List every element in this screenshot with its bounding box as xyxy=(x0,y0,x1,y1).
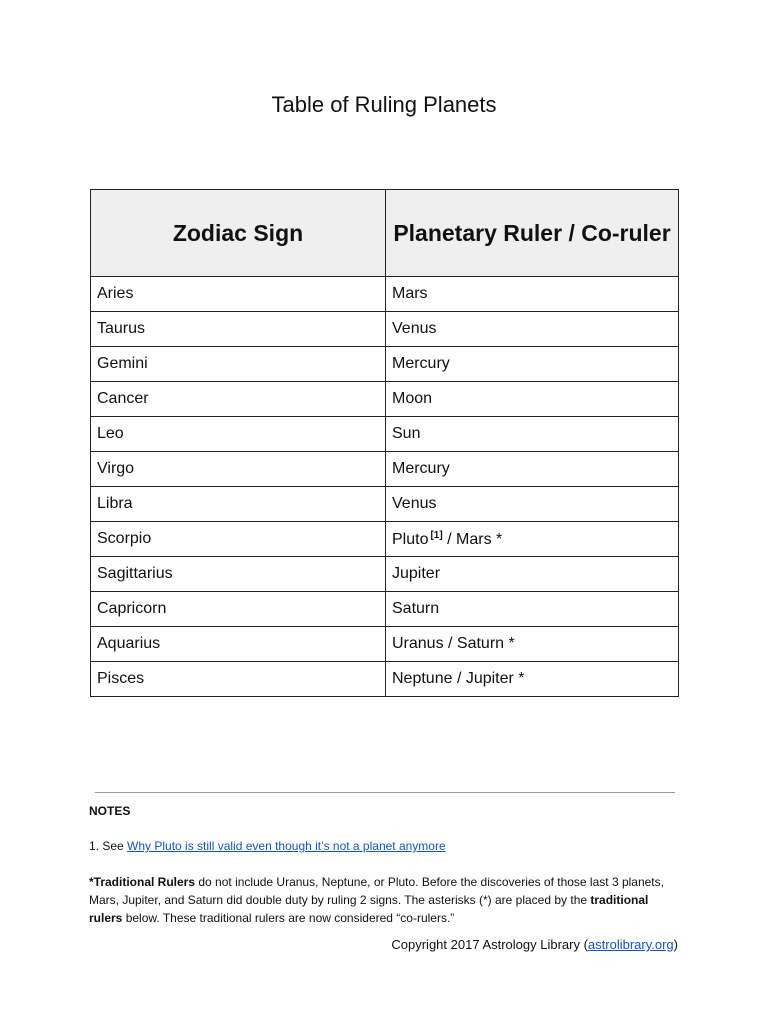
planetary-ruler-cell: Mercury xyxy=(386,347,679,382)
footnote-reference: [1] xyxy=(430,529,443,541)
traditional-rulers-note xyxy=(89,873,679,927)
planetary-ruler-cell: Jupiter xyxy=(386,557,679,592)
astrolibrary-link[interactable]: astrolibrary.org xyxy=(587,937,674,952)
table-row xyxy=(91,557,679,592)
zodiac-sign-cell: Virgo xyxy=(91,452,386,487)
planetary-ruler-cell: Neptune / Jupiter * xyxy=(386,662,679,697)
ruler-name: Pluto xyxy=(392,530,429,548)
emphasis-text: traditional rulers xyxy=(89,893,649,925)
co-ruler-name: / Mars * xyxy=(442,530,503,548)
zodiac-sign-cell: Aquarius xyxy=(91,627,386,662)
table-header-row xyxy=(91,190,679,277)
zodiac-sign-cell: Taurus xyxy=(91,312,386,347)
note-1 xyxy=(89,839,446,853)
copyright-line xyxy=(0,937,678,952)
table-row xyxy=(91,662,679,697)
planetary-ruler-cell: Mars xyxy=(386,277,679,312)
column-header-zodiac-sign: Zodiac Sign xyxy=(91,190,386,277)
table-row xyxy=(91,312,679,347)
emphasis-text: *Traditional Rulers xyxy=(89,875,196,889)
table-row xyxy=(91,487,679,522)
page-title: Table of Ruling Planets xyxy=(271,92,497,117)
note-text: below. These traditional rulers are now considered “co-rulers.” xyxy=(122,911,455,925)
planetary-ruler-cell xyxy=(386,522,679,557)
table-row xyxy=(91,592,679,627)
zodiac-sign-cell: Aries xyxy=(91,277,386,312)
table-row xyxy=(91,452,679,487)
planetary-ruler-cell: Venus xyxy=(386,312,679,347)
note-text: do not include Uranus, Neptune, or Pluto. Before the discoveries of those last 3 planets, Mars, Jupiter, and Saturn did double duty by ruling 2 signs. The asterisks (*) are placed by the xyxy=(89,875,664,907)
column-header-planetary-ruler: Planetary Ruler / Co-ruler xyxy=(386,190,679,277)
note-1-prefix: 1. See xyxy=(89,839,128,853)
pluto-validity-link[interactable]: Why Pluto is still valid even though it’s not a planet anymore xyxy=(127,839,446,853)
zodiac-sign-cell: Gemini xyxy=(91,347,386,382)
table-row xyxy=(91,277,679,312)
table-row xyxy=(91,627,679,662)
zodiac-sign-cell: Cancer xyxy=(91,382,386,417)
notes-divider xyxy=(95,792,675,793)
planetary-ruler-cell: Mercury xyxy=(386,452,679,487)
zodiac-sign-cell: Sagittarius xyxy=(91,557,386,592)
planetary-ruler-cell: Saturn xyxy=(386,592,679,627)
zodiac-sign-cell: Libra xyxy=(91,487,386,522)
zodiac-sign-cell: Scorpio xyxy=(91,522,386,557)
table-body xyxy=(91,277,679,697)
table-row xyxy=(91,347,679,382)
planetary-ruler-cell: Venus xyxy=(386,487,679,522)
zodiac-sign-cell: Capricorn xyxy=(91,592,386,627)
table-row xyxy=(91,417,679,452)
zodiac-sign-cell: Pisces xyxy=(91,662,386,697)
zodiac-sign-cell: Leo xyxy=(91,417,386,452)
copyright-suffix: ) xyxy=(673,937,678,952)
notes-heading: NOTES xyxy=(89,804,131,818)
copyright-prefix: Copyright 2017 Astrology Library ( xyxy=(391,937,588,952)
planetary-ruler-cell: Uranus / Saturn * xyxy=(386,627,679,662)
ruling-planets-table xyxy=(90,189,679,697)
table-row xyxy=(91,522,679,557)
planetary-ruler-cell: Moon xyxy=(386,382,679,417)
table-row xyxy=(91,382,679,417)
planetary-ruler-cell: Sun xyxy=(386,417,679,452)
